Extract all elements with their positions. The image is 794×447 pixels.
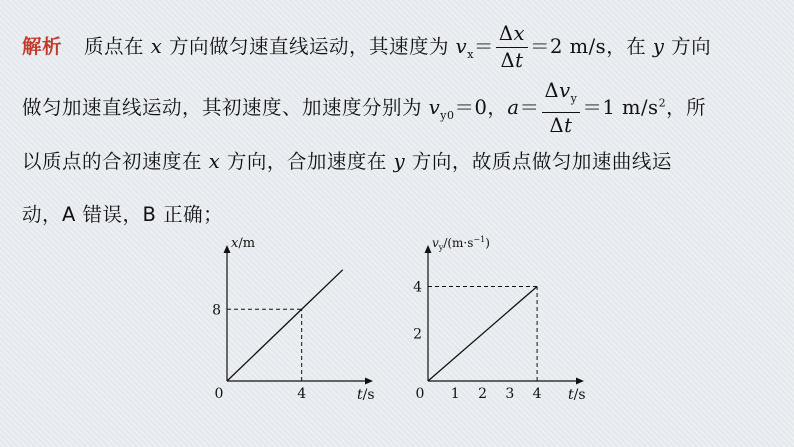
- line1-part-a: 质点在: [84, 35, 145, 58]
- vyt-graph: [408, 235, 608, 415]
- dt-var-2: t: [564, 113, 573, 137]
- xt-y-unit: /m: [238, 236, 256, 251]
- text-line-2: [22, 79, 706, 138]
- delta-3: Δ: [544, 79, 560, 102]
- xt-origin-label: 0: [214, 386, 224, 402]
- xt-x-var: t: [357, 387, 363, 403]
- text-line-1: [22, 22, 711, 73]
- dv-subscript: y: [570, 91, 578, 105]
- dt-var-1: t: [515, 49, 524, 72]
- vyt-series-line: [428, 286, 537, 381]
- vyt-origin-label: 0: [415, 386, 425, 402]
- vyt-y-axis-label: [432, 235, 490, 252]
- line1-part-c: 方向: [671, 35, 712, 58]
- fraction-1-denominator: [496, 48, 528, 73]
- a-symbol: a: [507, 95, 520, 119]
- line3-part-b: 方向，合加速度在: [226, 150, 387, 173]
- analysis-tag: 解析: [22, 35, 63, 58]
- vyt-y-unit: /(m·s: [443, 236, 474, 250]
- line3-part-c: 方向，故质点做匀加速曲线运: [411, 150, 672, 173]
- vyt-x-tick-3: 3: [505, 386, 515, 402]
- vyt-x-arrow: [576, 378, 584, 385]
- equals-zero: ＝0，: [454, 95, 508, 119]
- vyt-y-var: v: [432, 236, 439, 250]
- text-line-4: [22, 199, 223, 227]
- dx-var: x: [513, 22, 526, 45]
- vx-symbol: v: [455, 35, 468, 58]
- fraction-dx-dt: [496, 22, 528, 73]
- squared: 2: [658, 96, 667, 110]
- vy0-symbol: v: [428, 95, 441, 119]
- text-line-3: [22, 146, 672, 174]
- vyt-y-tick-4: 4: [413, 279, 422, 296]
- xt-y-var: x: [231, 236, 239, 251]
- line4-text: 动，A 错误，B 正确；: [22, 203, 224, 226]
- fraction-dvy-dt: [542, 79, 581, 138]
- line3-var-y: y: [393, 150, 406, 173]
- fraction-1-numerator: [496, 22, 528, 48]
- fraction-2-denominator: [542, 113, 581, 138]
- dv-var: v: [559, 79, 571, 102]
- xt-series-line: [227, 270, 343, 381]
- xt-graph: [195, 235, 385, 415]
- vyt-x-var: t: [568, 387, 574, 403]
- xt-y-axis-label: [231, 236, 255, 251]
- delta-2: Δ: [500, 49, 516, 72]
- xt-x-axis-label: [357, 387, 375, 403]
- xt-y-arrow: [224, 245, 231, 253]
- vyt-x-tick-1: 1: [450, 386, 460, 402]
- line2-end: ，所: [666, 95, 707, 119]
- var-x: x: [150, 35, 163, 58]
- fraction-2-numerator: [542, 79, 581, 113]
- vy0-subscript: y0: [440, 108, 455, 122]
- line1-part-b: 方向做匀速直线运动，其速度为: [168, 35, 449, 58]
- vyt-y-tick-2: 2: [413, 326, 422, 343]
- xt-x-tick-4: 4: [297, 386, 307, 402]
- vyt-y-sup: −1: [473, 235, 486, 244]
- vyt-x-tick-2: 2: [478, 386, 488, 402]
- vx-subscript: x: [467, 47, 474, 61]
- equals-1ms2: ＝1 m/s: [582, 95, 659, 119]
- xt-x-unit: /s: [362, 387, 375, 403]
- var-y: y: [652, 35, 665, 58]
- vyt-y-close: ): [485, 236, 490, 250]
- vyt-x-unit: /s: [573, 387, 586, 403]
- equals-1: ＝: [473, 35, 494, 58]
- delta-1: Δ: [498, 22, 514, 45]
- equals-2ms: ＝2 m/s，在: [530, 35, 647, 58]
- line3-var-x: x: [208, 150, 221, 173]
- line2-part-a: 做匀加速直线运动，其初速度、加速度分别为: [22, 95, 423, 119]
- delta-4: Δ: [549, 113, 565, 137]
- vyt-y-sub: y: [438, 243, 444, 252]
- vyt-y-arrow: [425, 245, 432, 253]
- line3-part-a: 以质点的合初速度在: [22, 150, 203, 173]
- vyt-x-axis-label: [568, 387, 586, 403]
- xt-y-tick-8: 8: [212, 302, 221, 319]
- equals-3: ＝: [519, 95, 540, 119]
- vyt-x-tick-4: 4: [532, 386, 542, 402]
- xt-x-arrow: [365, 378, 373, 385]
